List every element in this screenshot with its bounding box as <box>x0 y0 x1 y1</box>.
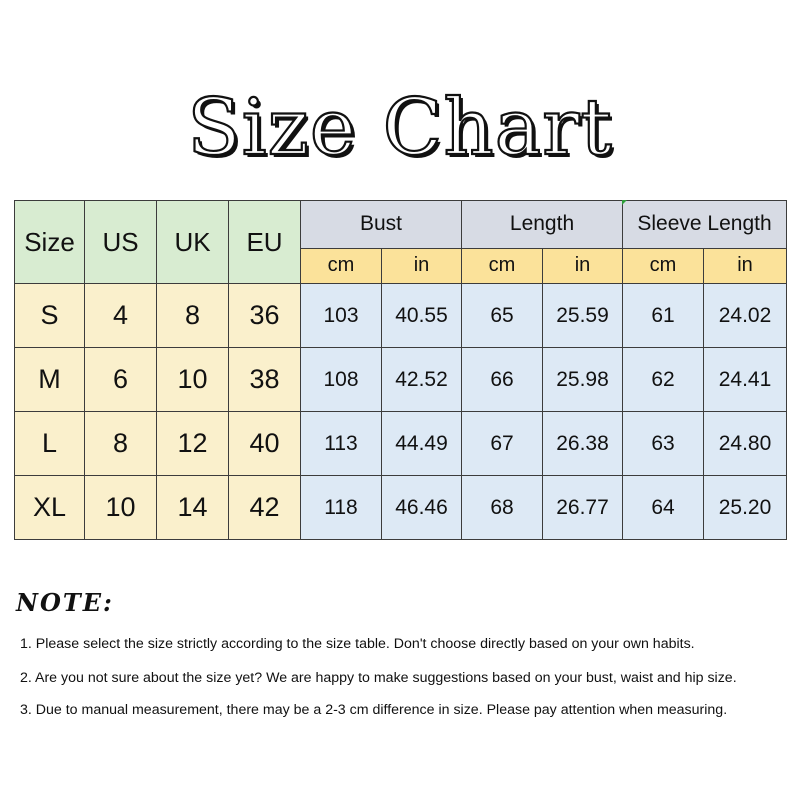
cell-uk: 14 <box>157 476 229 540</box>
header-sleeve-length: Sleeve Length <box>623 201 787 249</box>
unit-sleeve-in: in <box>704 248 787 283</box>
cell-bust-cm: 113 <box>301 412 382 476</box>
cell-bust-in: 42.52 <box>382 348 462 412</box>
cell-bust-cm: 108 <box>301 348 382 412</box>
cell-sleeve-cm: 61 <box>623 284 704 348</box>
header-row <box>15 201 787 249</box>
header-eu: EU <box>229 201 301 284</box>
cell-size: XL <box>15 476 85 540</box>
table-row <box>15 412 787 476</box>
cell-length-cm: 66 <box>462 348 543 412</box>
unit-bust-cm: cm <box>301 248 382 283</box>
cell-sleeve-in: 25.20 <box>704 476 787 540</box>
header-length: Length <box>462 201 623 249</box>
cell-length-cm: 65 <box>462 284 543 348</box>
cell-bust-in: 46.46 <box>382 476 462 540</box>
unit-sleeve-cm: cm <box>623 248 704 283</box>
table-row <box>15 284 787 348</box>
cell-sleeve-cm: 63 <box>623 412 704 476</box>
cell-length-in: 26.38 <box>543 412 623 476</box>
cell-eu: 42 <box>229 476 301 540</box>
header-uk: UK <box>157 201 229 284</box>
cell-us: 8 <box>85 412 157 476</box>
cell-eu: 40 <box>229 412 301 476</box>
note-title: NOTE: <box>16 588 114 617</box>
corner-marker <box>622 200 627 205</box>
cell-uk: 8 <box>157 284 229 348</box>
unit-length-cm: cm <box>462 248 543 283</box>
unit-length-in: in <box>543 248 623 283</box>
cell-us: 6 <box>85 348 157 412</box>
cell-length-cm: 68 <box>462 476 543 540</box>
cell-size: M <box>15 348 85 412</box>
size-table <box>14 200 787 540</box>
cell-bust-cm: 118 <box>301 476 382 540</box>
table-row <box>15 476 787 540</box>
cell-eu: 38 <box>229 348 301 412</box>
cell-bust-in: 44.49 <box>382 412 462 476</box>
header-bust: Bust <box>301 201 462 249</box>
table-row <box>15 348 787 412</box>
header-us: US <box>85 201 157 284</box>
cell-us: 10 <box>85 476 157 540</box>
cell-sleeve-in: 24.41 <box>704 348 787 412</box>
cell-size: S <box>15 284 85 348</box>
note-item: 3. Due to manual measurement, there may be a 2-3 cm difference in size. Please pay attention when measuring. <box>20 702 728 718</box>
note-item: 1. Please select the size strictly according to the size table. Don't choose directly based on your own habits. <box>20 636 695 652</box>
cell-sleeve-cm: 64 <box>623 476 704 540</box>
cell-sleeve-in: 24.02 <box>704 284 787 348</box>
cell-size: L <box>15 412 85 476</box>
cell-bust-in: 40.55 <box>382 284 462 348</box>
page-title: Size Chart <box>187 83 613 173</box>
note-item: 2. Are you not sure about the size yet? We are happy to make suggestions based on your bust, waist and hip size. <box>20 670 737 686</box>
cell-us: 4 <box>85 284 157 348</box>
cell-eu: 36 <box>229 284 301 348</box>
cell-length-in: 26.77 <box>543 476 623 540</box>
cell-uk: 12 <box>157 412 229 476</box>
unit-bust-in: in <box>382 248 462 283</box>
cell-sleeve-cm: 62 <box>623 348 704 412</box>
cell-uk: 10 <box>157 348 229 412</box>
header-size: Size <box>15 201 85 284</box>
cell-length-cm: 67 <box>462 412 543 476</box>
cell-length-in: 25.59 <box>543 284 623 348</box>
cell-bust-cm: 103 <box>301 284 382 348</box>
cell-length-in: 25.98 <box>543 348 623 412</box>
cell-sleeve-in: 24.80 <box>704 412 787 476</box>
